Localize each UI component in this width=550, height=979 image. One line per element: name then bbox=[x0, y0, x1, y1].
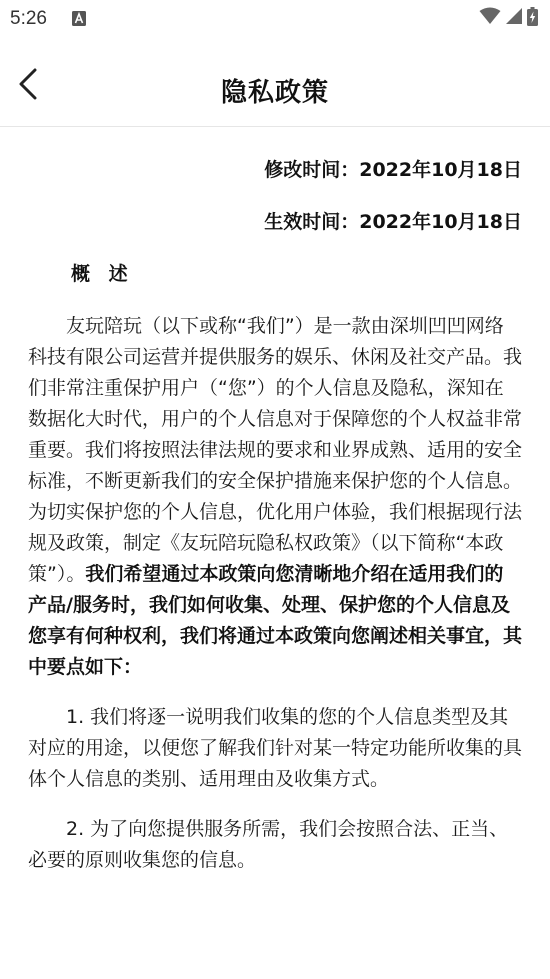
point-item: 2. 为了向您提供服务所需，我们会按照合法、正当、必要的原则收集您的信息。 bbox=[28, 818, 509, 871]
policy-content bbox=[28, 126, 522, 876]
status-bar bbox=[0, 0, 550, 38]
cell-signal-icon bbox=[505, 7, 523, 29]
app-bar bbox=[0, 38, 550, 127]
modified-date: 修改时间：2022年10月18日 bbox=[264, 159, 522, 181]
status-icons bbox=[479, 8, 538, 28]
a-notification-icon bbox=[72, 11, 86, 26]
page-title: 隐私政策 bbox=[220, 78, 329, 108]
intro-text: 友玩陪玩（以下或称“我们”）是一款由深圳凹凹网络科技有限公司运营并提供服务的娱乐、休闲及社交产品。我们非常注重保护用户（“您”）的个人信息及隐私，深知在数据化大时代，用户的个人信息对于保障您的个人权益非常重要。我们将按照法律法规的要求和业界成熟、适用的安全标准，不断更新我们的安全保护措施来保护您的个人信息。为切实保护您的个人信息，优化用户体验，我们根据现行法规及政策，制定《友玩陪玩隐私权政策》（以下简称“本政策”）。 bbox=[28, 315, 523, 585]
battery-charging-icon bbox=[527, 7, 538, 30]
effective-date: 生效时间：2022年10月18日 bbox=[264, 211, 522, 233]
intro-bold-text: 我们希望通过本政策向您清晰地介绍在适用我们的产品/服务时，我们如何收集、处理、保护您的个人信息及您享有何种权利，我们将通过本政策向您阐述相关事宜，其中要点如下： bbox=[28, 563, 523, 678]
section-heading: 概 述 bbox=[71, 263, 134, 285]
wifi-icon bbox=[479, 7, 501, 29]
point-item: 1. 我们将逐一说明我们收集的您的个人信息类型及其对应的用途，以便您了解我们针对某一特定功能所收集的具体个人信息的类别、适用理由及收集方式。 bbox=[28, 706, 523, 790]
status-time: 5:26 bbox=[10, 8, 47, 29]
intro-paragraph bbox=[28, 311, 522, 683]
